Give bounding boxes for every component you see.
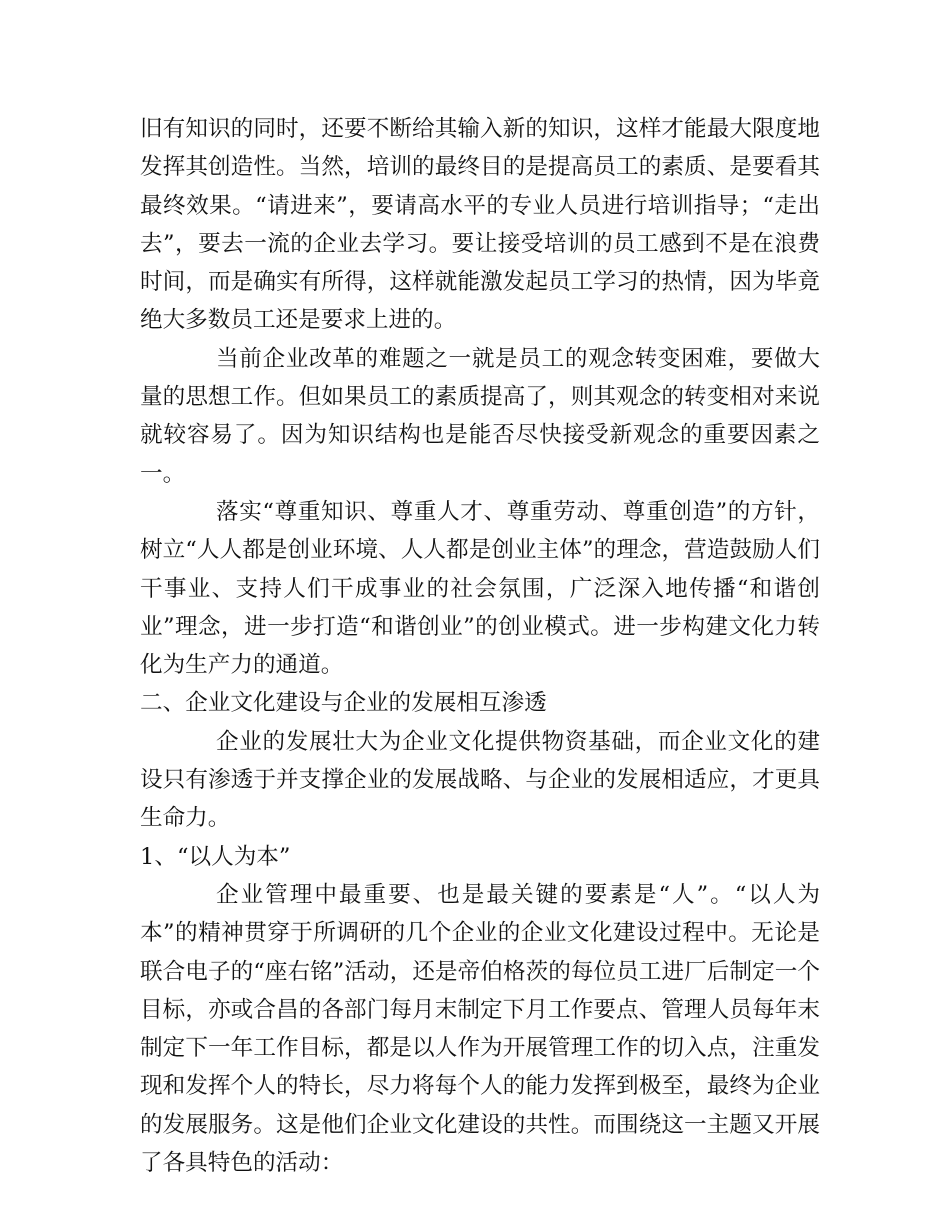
body-paragraph: 当前企业改革的难题之一就是员工的观念转变困难，要做大量的思想工作。但如果员工的素质提高了，则其观念的转变相对来说就较容易了。因为知识结构也是能否尽快接受新观念的重要因素之一。 [140,345,820,487]
document-body [140,110,820,1182]
body-paragraph: 落实“尊重知识、尊重人才、尊重劳动、尊重创造”的方针，树立“人人都是创业环境、人人都是创业主体”的理念，营造鼓励人们干事业、支持人们干成事业的社会氛围，广泛深入地传播“和谐创业”理念，进一步打造“和谐创业”的创业模式。进一步构建文化力转化为生产力的通道。 [140,498,820,679]
body-paragraph: 企业管理中最重要、也是最关键的要素是“人”。“以人为本”的精神贯穿于所调研的几个企业的企业文化建设过程中。无论是联合电子的“座右铭”活动，还是帝伯格茨的每位员工进厂后制定一个目标，亦或合昌的各部门每月末制定下月工作要点、管理人员每年末制定下一年工作目标，都是以人作为开展管理工作的切入点，注重发现和发挥个人的特长，尽力将每个人的能力发挥到极至，最终为企业的发展服务。这是他们企业文化建设的共性。而围绕这一主题又开展了各具特色的活动： [140,881,820,1177]
body-paragraph: 企业的发展壮大为企业文化提供物资基础，而企业文化的建设只有渗透于并支撑企业的发展战略、与企业的发展相适应，才更具生命力。 [140,728,820,832]
body-paragraph: 旧有知识的同时，还要不断给其输入新的知识，这样才能最大限度地发挥其创造性。当然，培训的最终目的是提高员工的素质、是要看其最终效果。“请进来”，要请高水平的专业人员进行培训指导；“走出去”，要去一流的企业去学习。要让接受培训的员工感到不是在浪费时间，而是确实有所得，这样就能激发起员工学习的热情，因为毕竟绝大多数员工还是要求上进的。 [140,116,820,334]
subsection-heading: 1、“以人为本” [140,843,291,870]
section-heading: 二、企业文化建设与企业的发展相互渗透 [140,690,547,717]
